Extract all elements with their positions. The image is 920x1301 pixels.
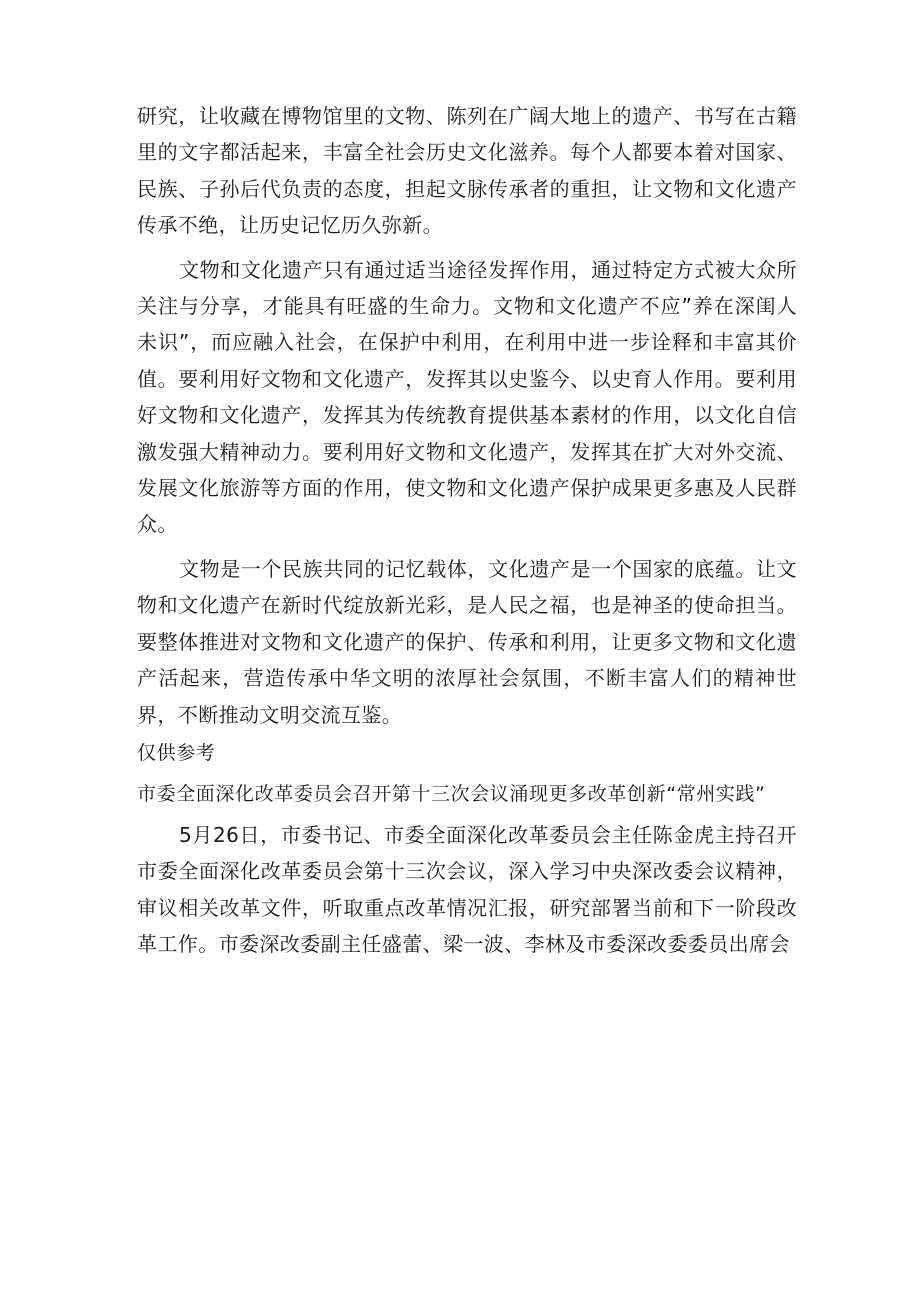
paragraph-meeting-report: 5月26日，市委书记、市委全面深化改革委员会主任陈金虎主持召开市委全面深化改革委员会第十三次会议，深入学习中央深改委会议精神，审议相关改革文件，听取重点改革情况汇报，研究部署当前和下一阶段改革工作。市委深改委副主任盛蕾、梁一波、李林及市委深改委委员出席会 [137,822,797,957]
paragraph-cultural-relics-memory: 文物是一个民族共同的记忆载体，文化遗产是一个国家的底蕴。让文物和文化遗产在新时代绽放新光彩，是人民之福，也是神圣的使命担当。要整体推进对文物和文化遗产的保护、传承和利用，让更多文物和文化遗产活起来，营造传承中华文明的浓厚社会氛围，不断丰富人们的精神世界，不断推动文明交流互鉴。 [137,556,797,727]
paragraph-cultural-relics-use: 文物和文化遗产只有通过适当途径发挥作用，通过特定方式被大众所关注与分享，才能具有旺盛的生命力。文物和文化遗产不应”养在深闺人未识”，而应融入社会，在保护中利用，在利用中进一步诠释和丰富其价值。要利用好文物和文化遗产，发挥其以史鉴今、以史育人作用。要利用好文物和文化遗产，发挥其为传统教育提供基本素材的作用，以文化自信激发强大精神动力。要利用好文物和文化遗产，发挥其在扩大对外交流、发展文化旅游等方面的作用，使文物和文化遗产保护成果更多惠及人民群众。 [137,257,797,537]
document-page [137,98,797,963]
article-headline: 市委全面深化改革委员会召开第十三次会议涌现更多改革创新“常州实践” [137,782,766,805]
reference-note: 仅供参考 [137,741,216,764]
paragraph-continuation: 研究，让收藏在博物馆里的文物、陈列在广阔大地上的遗产、书写在古籍里的文字都活起来，丰富全社会历史文化滋养。每个人都要本着对国家、民族、子孙后代负责的态度，担起文脉传承者的重担，让文物和文化遗产传承不绝，让历史记忆历久弥新。 [137,104,797,238]
